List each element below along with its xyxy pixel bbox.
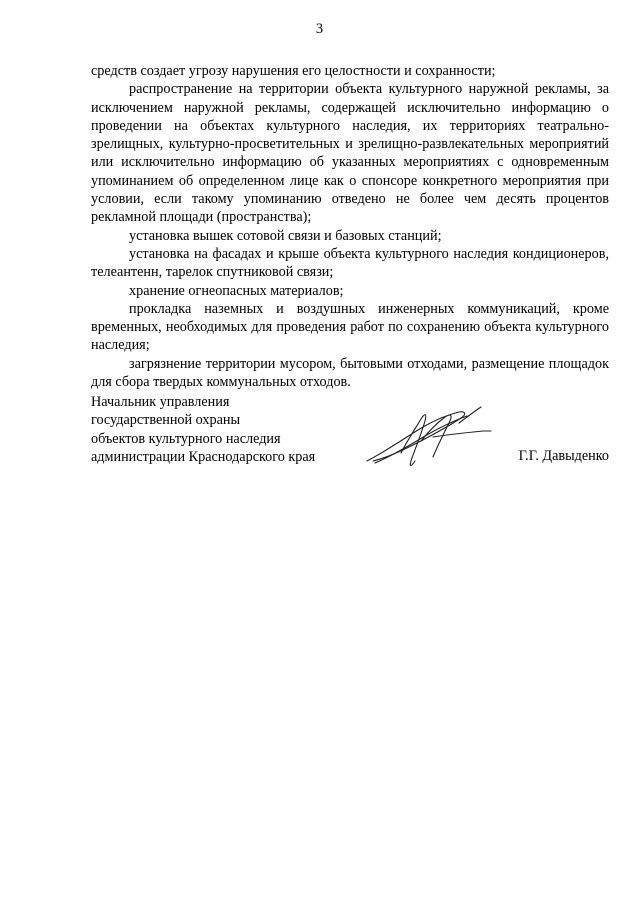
signatory-title <box>91 393 371 466</box>
signatory-title-line: Начальник управления <box>91 394 230 410</box>
paragraph: средств создает угрозу нарушения его целостности и сохранности; <box>91 63 496 79</box>
handwritten-signature <box>363 401 495 471</box>
signature-block <box>91 393 609 473</box>
paragraph: установка на фасадах и крыше объекта культурного наследия кондиционеров, телеантенн, тарелок спутниковой связи; <box>91 245 609 281</box>
signatory-title-line: государственной охраны <box>91 412 241 429</box>
signatory-title-line: администрации Краснодарского края <box>91 448 316 465</box>
document-body <box>91 62 609 391</box>
paragraph: распространение на территории объекта культурного наружной рекламы, за исключением наружной рекламы, содержащей исключительно информацию о проведении на объектах культурного наследия, их территориях театрально-зрелищных, культурно-просветительных и зрелищно-развлекательных мероприятий или исключительно информацию об указанных мероприятиях с одновременным упоминанием об определенном лице как о спонсоре конкретного мероприятия при условии, если такому упоминанию отведено не более чем десять процентов рекламной площади (пространства); <box>91 81 609 226</box>
page-number: 3 <box>315 21 324 37</box>
paragraph: прокладка наземных и воздушных инженерных коммуникаций, кроме временных, необходимых для проведения работ по сохранению объекта культурного наследия; <box>91 300 609 354</box>
signatory-name: Г.Г. Давыденко <box>518 448 609 464</box>
signatory-title-line: объектов культурного наследия <box>91 430 281 447</box>
paragraph: загрязнение территории мусором, бытовыми отходами, размещение площадок для сбора твердых коммунальных отходов. <box>91 355 609 391</box>
paragraph: установка вышек сотовой связи и базовых станций; <box>129 227 442 244</box>
paragraph: хранение огнеопасных материалов; <box>129 282 344 299</box>
